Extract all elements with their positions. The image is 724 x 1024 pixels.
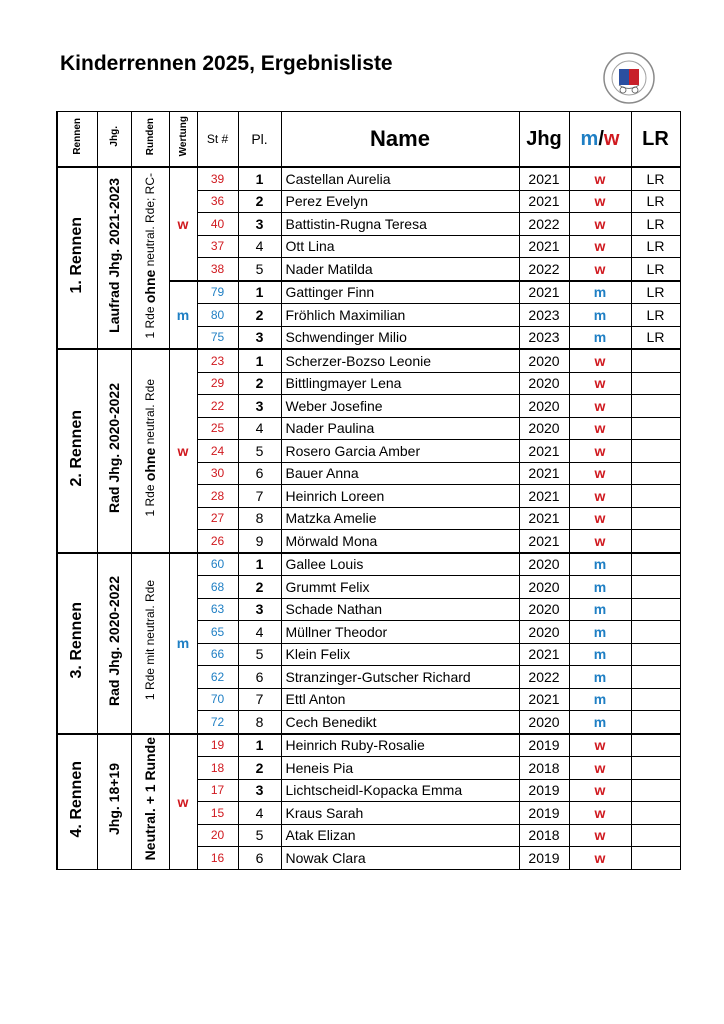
place: 8 xyxy=(238,711,281,734)
header-mw-w: w xyxy=(603,127,620,150)
header-runden: Runden xyxy=(144,117,156,156)
participant-name: Battistin-Rugna Teresa xyxy=(281,213,519,236)
birth-year: 2021 xyxy=(519,507,569,530)
table-row xyxy=(57,167,680,190)
lr-mark xyxy=(631,779,680,802)
runden-text-bold: ohne xyxy=(142,269,158,303)
start-number: 70 xyxy=(197,688,238,711)
gender: w xyxy=(569,349,631,372)
gender: w xyxy=(569,235,631,258)
birth-year: 2020 xyxy=(519,576,569,599)
gender: w xyxy=(569,734,631,757)
participant-name: Scherzer-Bozso Leonie xyxy=(281,349,519,372)
lr-mark xyxy=(631,688,680,711)
birth-year: 2019 xyxy=(519,734,569,757)
start-number: 17 xyxy=(197,779,238,802)
results-table xyxy=(56,111,681,870)
lr-mark xyxy=(631,507,680,530)
gender: m xyxy=(569,688,631,711)
header-row xyxy=(57,112,680,168)
jahrgang-cell xyxy=(97,349,131,553)
rennen-cell xyxy=(57,553,97,734)
place: 3 xyxy=(238,395,281,418)
participant-name: Lichtscheidl-Kopacka Emma xyxy=(281,779,519,802)
rennen-cell xyxy=(57,734,97,870)
lr-mark xyxy=(631,802,680,825)
participant-name: Kraus Sarah xyxy=(281,802,519,825)
participant-name: Schwendinger Milio xyxy=(281,326,519,349)
gender: w xyxy=(569,485,631,508)
jahrgang-label: Laufrad Jhg. 2021-2023 xyxy=(106,178,122,333)
gender: m xyxy=(569,304,631,327)
participant-name: Gattinger Finn xyxy=(281,281,519,304)
participant-name: Mörwald Mona xyxy=(281,530,519,553)
start-number: 63 xyxy=(197,598,238,621)
runden-label xyxy=(142,580,158,700)
lr-mark xyxy=(631,666,680,689)
jahrgang-label: Rad Jhg. 2020-2022 xyxy=(106,575,122,706)
place: 8 xyxy=(238,507,281,530)
start-number: 15 xyxy=(197,802,238,825)
birth-year: 2019 xyxy=(519,847,569,870)
gender: w xyxy=(569,395,631,418)
gender: w xyxy=(569,417,631,440)
place: 7 xyxy=(238,485,281,508)
place: 9 xyxy=(238,530,281,553)
gender: m xyxy=(569,553,631,576)
birth-year: 2021 xyxy=(519,440,569,463)
start-number: 79 xyxy=(197,281,238,304)
header-mw-m: m xyxy=(580,127,599,150)
start-number: 60 xyxy=(197,553,238,576)
header-name: Name xyxy=(281,112,519,168)
lr-mark xyxy=(631,417,680,440)
lr-mark: LR xyxy=(631,190,680,213)
jahrgang-label: Jhg. 18+19 xyxy=(106,763,122,835)
start-number: 18 xyxy=(197,757,238,780)
place: 3 xyxy=(238,326,281,349)
birth-year: 2021 xyxy=(519,485,569,508)
start-number: 26 xyxy=(197,530,238,553)
birth-year: 2021 xyxy=(519,167,569,190)
header-jhg-short: Jhg. xyxy=(108,126,120,147)
rennen-cell xyxy=(57,167,97,349)
runden-label xyxy=(142,737,158,860)
rennen-cell xyxy=(57,349,97,553)
runden-text-pre: 1 Rde mit neutral. Rde xyxy=(143,580,157,701)
start-number: 72 xyxy=(197,711,238,734)
birth-year: 2020 xyxy=(519,349,569,372)
participant-name: Ettl Anton xyxy=(281,688,519,711)
birth-year: 2020 xyxy=(519,372,569,395)
birth-year: 2018 xyxy=(519,757,569,780)
gender: w xyxy=(569,802,631,825)
wertung-cell: m xyxy=(169,281,197,350)
gender: m xyxy=(569,711,631,734)
gender: m xyxy=(569,576,631,599)
place: 5 xyxy=(238,824,281,847)
header-mw-sep: / xyxy=(598,127,604,150)
runden-cell xyxy=(131,349,169,553)
place: 2 xyxy=(238,190,281,213)
runden-text-bold: ohne xyxy=(142,448,158,482)
participant-name: Heinrich Loreen xyxy=(281,485,519,508)
start-number: 19 xyxy=(197,734,238,757)
start-number: 30 xyxy=(197,462,238,485)
start-number: 68 xyxy=(197,576,238,599)
header-jhg: Jhg xyxy=(519,112,569,168)
runden-text-post: neutral. Rde; RC- xyxy=(143,172,157,270)
gender: m xyxy=(569,621,631,644)
place: 2 xyxy=(238,372,281,395)
runden-text-pre: 1 Rde xyxy=(143,481,157,518)
start-number: 29 xyxy=(197,372,238,395)
birth-year: 2019 xyxy=(519,779,569,802)
rennen-label: 1. Rennen xyxy=(68,217,86,294)
birth-year: 2020 xyxy=(519,395,569,418)
place: 2 xyxy=(238,757,281,780)
participant-name: Klein Felix xyxy=(281,643,519,666)
participant-name: Bittlingmayer Lena xyxy=(281,372,519,395)
start-number: 38 xyxy=(197,258,238,281)
wertung-cell: m xyxy=(169,553,197,734)
lr-mark xyxy=(631,757,680,780)
start-number: 20 xyxy=(197,824,238,847)
participant-name: Heneis Pia xyxy=(281,757,519,780)
birth-year: 2023 xyxy=(519,304,569,327)
birth-year: 2021 xyxy=(519,688,569,711)
place: 1 xyxy=(238,734,281,757)
place: 2 xyxy=(238,304,281,327)
club-logo xyxy=(603,52,655,104)
lr-mark: LR xyxy=(631,326,680,349)
start-number: 27 xyxy=(197,507,238,530)
participant-name: Stranzinger-Gutscher Richard xyxy=(281,666,519,689)
lr-mark xyxy=(631,395,680,418)
runden-cell xyxy=(131,167,169,349)
start-number: 80 xyxy=(197,304,238,327)
birth-year: 2019 xyxy=(519,802,569,825)
place: 7 xyxy=(238,688,281,711)
lr-mark xyxy=(631,485,680,508)
birth-year: 2020 xyxy=(519,598,569,621)
lr-mark xyxy=(631,372,680,395)
lr-mark xyxy=(631,643,680,666)
birth-year: 2020 xyxy=(519,417,569,440)
lr-mark: LR xyxy=(631,281,680,304)
participant-name: Perez Evelyn xyxy=(281,190,519,213)
header-mw xyxy=(569,112,631,168)
gender: m xyxy=(569,598,631,621)
place: 5 xyxy=(238,643,281,666)
jahrgang-cell xyxy=(97,734,131,870)
lr-mark xyxy=(631,824,680,847)
jahrgang-cell xyxy=(97,167,131,349)
lr-mark xyxy=(631,598,680,621)
runden-text-bold: Neutral. + 1 Runde xyxy=(142,737,158,861)
rennen-label: 3. Rennen xyxy=(68,602,86,679)
gender: w xyxy=(569,530,631,553)
runden-cell xyxy=(131,734,169,870)
start-number: 28 xyxy=(197,485,238,508)
lr-mark xyxy=(631,530,680,553)
gender: w xyxy=(569,167,631,190)
runden-label xyxy=(142,173,158,339)
place: 1 xyxy=(238,349,281,372)
gender: m xyxy=(569,666,631,689)
start-number: 75 xyxy=(197,326,238,349)
place: 1 xyxy=(238,167,281,190)
header-rennen: Rennen xyxy=(71,118,83,155)
place: 3 xyxy=(238,213,281,236)
participant-name: Nowak Clara xyxy=(281,847,519,870)
participant-name: Nader Paulina xyxy=(281,417,519,440)
gender: w xyxy=(569,258,631,281)
lr-mark xyxy=(631,711,680,734)
gender: m xyxy=(569,281,631,304)
place: 1 xyxy=(238,553,281,576)
start-number: 39 xyxy=(197,167,238,190)
birth-year: 2022 xyxy=(519,258,569,281)
gender: w xyxy=(569,507,631,530)
participant-name: Fröhlich Maximilian xyxy=(281,304,519,327)
rennen-label: 4. Rennen xyxy=(68,760,86,838)
place: 3 xyxy=(238,598,281,621)
place: 6 xyxy=(238,847,281,870)
table-row xyxy=(57,349,680,372)
start-number: 62 xyxy=(197,666,238,689)
lr-mark: LR xyxy=(631,167,680,190)
participant-name: Grummt Felix xyxy=(281,576,519,599)
participant-name: Matzka Amelie xyxy=(281,507,519,530)
start-number: 23 xyxy=(197,349,238,372)
header-lr: LR xyxy=(631,112,680,168)
participant-name: Bauer Anna xyxy=(281,462,519,485)
gender: m xyxy=(569,326,631,349)
header-st: St # xyxy=(197,112,238,168)
participant-name: Weber Josefine xyxy=(281,395,519,418)
participant-name: Castellan Aurelia xyxy=(281,167,519,190)
birth-year: 2022 xyxy=(519,666,569,689)
birth-year: 2021 xyxy=(519,462,569,485)
lr-mark xyxy=(631,440,680,463)
lr-mark: LR xyxy=(631,213,680,236)
start-number: 25 xyxy=(197,417,238,440)
header-wertung: Wertung xyxy=(177,116,189,157)
participant-name: Ott Lina xyxy=(281,235,519,258)
start-number: 40 xyxy=(197,213,238,236)
start-number: 65 xyxy=(197,621,238,644)
lr-mark xyxy=(631,462,680,485)
wertung-cell: w xyxy=(169,167,197,281)
participant-name: Cech Benedikt xyxy=(281,711,519,734)
place: 5 xyxy=(238,440,281,463)
birth-year: 2020 xyxy=(519,553,569,576)
gender: w xyxy=(569,824,631,847)
lr-mark: LR xyxy=(631,235,680,258)
header-pl: Pl. xyxy=(238,112,281,168)
gender: w xyxy=(569,440,631,463)
participant-name: Gallee Louis xyxy=(281,553,519,576)
runden-text-post: neutral. Rde xyxy=(143,379,157,449)
lr-mark xyxy=(631,847,680,870)
birth-year: 2021 xyxy=(519,643,569,666)
lr-mark xyxy=(631,576,680,599)
gender: w xyxy=(569,462,631,485)
start-number: 66 xyxy=(197,643,238,666)
gender: w xyxy=(569,757,631,780)
page-title: Kinderrennen 2025, Ergebnisliste xyxy=(60,52,393,75)
participant-name: Nader Matilda xyxy=(281,258,519,281)
wertung-cell: w xyxy=(169,349,197,553)
birth-year: 2021 xyxy=(519,530,569,553)
wertung-cell: w xyxy=(169,734,197,870)
place: 4 xyxy=(238,802,281,825)
birth-year: 2022 xyxy=(519,213,569,236)
runden-text-pre: 1 Rde xyxy=(143,302,157,339)
lr-mark: LR xyxy=(631,304,680,327)
jahrgang-label: Rad Jhg. 2020-2022 xyxy=(106,383,122,514)
table-row xyxy=(57,553,680,576)
lr-mark xyxy=(631,734,680,757)
participant-name: Atak Elizan xyxy=(281,824,519,847)
lr-mark: LR xyxy=(631,258,680,281)
lr-mark xyxy=(631,621,680,644)
gender: w xyxy=(569,779,631,802)
lr-mark xyxy=(631,349,680,372)
participant-name: Heinrich Ruby-Rosalie xyxy=(281,734,519,757)
start-number: 24 xyxy=(197,440,238,463)
place: 5 xyxy=(238,258,281,281)
birth-year: 2021 xyxy=(519,190,569,213)
gender: w xyxy=(569,213,631,236)
runden-label xyxy=(142,379,158,517)
participant-name: Rosero Garcia Amber xyxy=(281,440,519,463)
rennen-label: 2. Rennen xyxy=(68,410,86,487)
place: 4 xyxy=(238,417,281,440)
start-number: 22 xyxy=(197,395,238,418)
place: 4 xyxy=(238,235,281,258)
place: 6 xyxy=(238,666,281,689)
start-number: 37 xyxy=(197,235,238,258)
birth-year: 2021 xyxy=(519,281,569,304)
gender: w xyxy=(569,847,631,870)
place: 1 xyxy=(238,281,281,304)
birth-year: 2023 xyxy=(519,326,569,349)
birth-year: 2018 xyxy=(519,824,569,847)
participant-name: Schade Nathan xyxy=(281,598,519,621)
place: 4 xyxy=(238,621,281,644)
gender: w xyxy=(569,190,631,213)
lr-mark xyxy=(631,553,680,576)
birth-year: 2020 xyxy=(519,621,569,644)
place: 6 xyxy=(238,462,281,485)
table-row xyxy=(57,734,680,757)
place: 3 xyxy=(238,779,281,802)
gender: m xyxy=(569,643,631,666)
participant-name: Müllner Theodor xyxy=(281,621,519,644)
start-number: 36 xyxy=(197,190,238,213)
place: 2 xyxy=(238,576,281,599)
runden-cell xyxy=(131,553,169,734)
start-number: 16 xyxy=(197,847,238,870)
birth-year: 2020 xyxy=(519,711,569,734)
birth-year: 2021 xyxy=(519,235,569,258)
jahrgang-cell xyxy=(97,553,131,734)
gender: w xyxy=(569,372,631,395)
